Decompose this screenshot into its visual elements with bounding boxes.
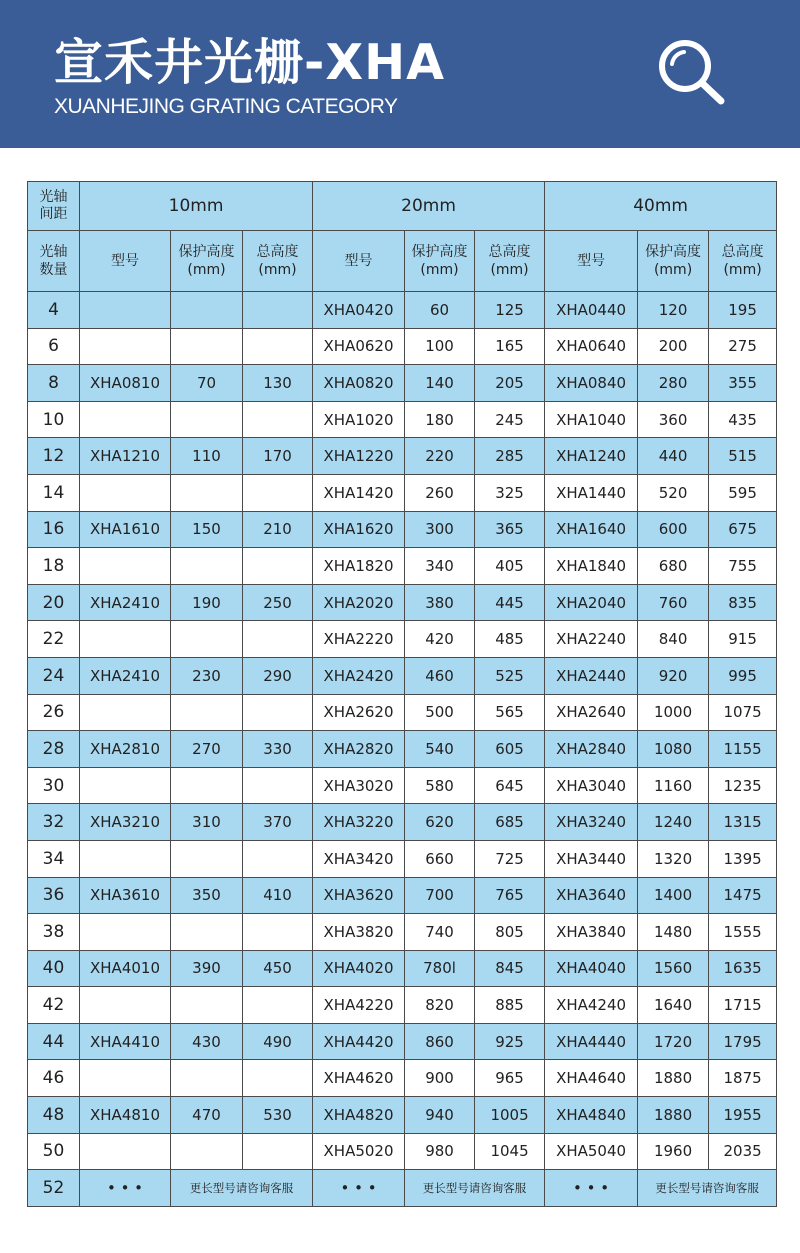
cell-total-10 bbox=[243, 292, 313, 329]
page-subtitle: XUANHEJING GRATING CATEGORY bbox=[54, 95, 398, 118]
cell-model-40: XHA4240 bbox=[545, 987, 638, 1024]
cell-model-20: XHA0420 bbox=[313, 292, 405, 329]
cell-count: 24 bbox=[28, 657, 80, 694]
cell-total-40: 1475 bbox=[709, 877, 777, 914]
cell-protect-20: 100 bbox=[405, 328, 475, 365]
cell-model-10: XHA2810 bbox=[80, 731, 171, 768]
cell-model-10 bbox=[80, 694, 171, 731]
cell-model-20: XHA3820 bbox=[313, 914, 405, 951]
table-row-last bbox=[28, 1170, 777, 1207]
cell-total-40: 515 bbox=[709, 438, 777, 475]
cell-total-10 bbox=[243, 621, 313, 658]
cell-protect-20: 740 bbox=[405, 914, 475, 951]
cell-model-40: XHA3240 bbox=[545, 804, 638, 841]
cell-model-20: XHA1220 bbox=[313, 438, 405, 475]
cell-model-40: XHA1440 bbox=[545, 474, 638, 511]
cell-protect-40: 1640 bbox=[638, 987, 709, 1024]
col-protect-10: 保护高度 (mm) bbox=[171, 231, 243, 292]
cell-count: 10 bbox=[28, 401, 80, 438]
cell-model-40: XHA4440 bbox=[545, 1023, 638, 1060]
cell-model-10 bbox=[80, 328, 171, 365]
cell-total-10 bbox=[243, 401, 313, 438]
cell-protect-10 bbox=[171, 292, 243, 329]
table-row bbox=[28, 804, 777, 841]
table-row bbox=[28, 1133, 777, 1170]
cell-total-40: 595 bbox=[709, 474, 777, 511]
cell-protect-10 bbox=[171, 987, 243, 1024]
cell-model-10: XHA3210 bbox=[80, 804, 171, 841]
cell-model-10 bbox=[80, 1060, 171, 1097]
cell-total-10 bbox=[243, 1060, 313, 1097]
cell-total-40: 1315 bbox=[709, 804, 777, 841]
cell-total-20: 925 bbox=[475, 1023, 545, 1060]
cell-total-40: 755 bbox=[709, 548, 777, 585]
cell-model-10: XHA4410 bbox=[80, 1023, 171, 1060]
cell-total-40: 275 bbox=[709, 328, 777, 365]
cell-total-40: 1795 bbox=[709, 1023, 777, 1060]
cell-total-10 bbox=[243, 694, 313, 731]
cell-model-40: XHA2040 bbox=[545, 584, 638, 621]
cell-model-10 bbox=[80, 840, 171, 877]
cell-total-40: 1555 bbox=[709, 914, 777, 951]
cell-model-20: XHA3620 bbox=[313, 877, 405, 914]
cell-protect-40: 520 bbox=[638, 474, 709, 511]
cell-model-10: XHA4010 bbox=[80, 950, 171, 987]
cell-count: 50 bbox=[28, 1133, 80, 1170]
table-row bbox=[28, 621, 777, 658]
cell-protect-20: 260 bbox=[405, 474, 475, 511]
cell-total-40: 1875 bbox=[709, 1060, 777, 1097]
table-row bbox=[28, 840, 777, 877]
cell-protect-10: 230 bbox=[171, 657, 243, 694]
cell-protect-20: 620 bbox=[405, 804, 475, 841]
cell-total-40: 1395 bbox=[709, 840, 777, 877]
cell-total-40: 195 bbox=[709, 292, 777, 329]
cell-protect-40: 1880 bbox=[638, 1060, 709, 1097]
cell-protect-10 bbox=[171, 840, 243, 877]
table-row bbox=[28, 914, 777, 951]
cell-model-10 bbox=[80, 401, 171, 438]
col-model-40: 型号 bbox=[545, 231, 638, 292]
cell-count: 12 bbox=[28, 438, 80, 475]
cell-protect-20: 700 bbox=[405, 877, 475, 914]
cell-protect-20: 340 bbox=[405, 548, 475, 585]
cell-model-10: XHA3610 bbox=[80, 877, 171, 914]
cell-count: 20 bbox=[28, 584, 80, 621]
cell-protect-40: 1880 bbox=[638, 1097, 709, 1134]
cell-protect-10: 110 bbox=[171, 438, 243, 475]
spec-table bbox=[27, 181, 777, 1207]
cell-model-40: XHA3440 bbox=[545, 840, 638, 877]
cell-protect-40: 1160 bbox=[638, 767, 709, 804]
cell-protect-10 bbox=[171, 694, 243, 731]
cell-protect-10 bbox=[171, 767, 243, 804]
cell-total-10 bbox=[243, 840, 313, 877]
header-row-columns bbox=[28, 231, 777, 292]
cell-model-40: XHA3040 bbox=[545, 767, 638, 804]
cell-protect-10: 70 bbox=[171, 365, 243, 402]
cell-protect-40: 600 bbox=[638, 511, 709, 548]
cell-total-20: 885 bbox=[475, 987, 545, 1024]
cell-model-20: XHA1820 bbox=[313, 548, 405, 585]
corner-spacing-label: 光轴 间距 bbox=[28, 182, 80, 231]
cell-count: 4 bbox=[28, 292, 80, 329]
cell-total-20: 245 bbox=[475, 401, 545, 438]
cell-protect-40: 1000 bbox=[638, 694, 709, 731]
cell-total-40: 435 bbox=[709, 401, 777, 438]
cell-total-40: 1235 bbox=[709, 767, 777, 804]
cell-total-20: 605 bbox=[475, 731, 545, 768]
cell-model-10 bbox=[80, 548, 171, 585]
cell-total-40: 1075 bbox=[709, 694, 777, 731]
col-total-20: 总高度 (mm) bbox=[475, 231, 545, 292]
group-10mm: 10mm bbox=[80, 182, 313, 231]
cell-total-40: 995 bbox=[709, 657, 777, 694]
cell-total-10 bbox=[243, 548, 313, 585]
cell-model-10: XHA1210 bbox=[80, 438, 171, 475]
cell-count: 46 bbox=[28, 1060, 80, 1097]
cell-protect-20: 980 bbox=[405, 1133, 475, 1170]
cell-model-40: XHA0640 bbox=[545, 328, 638, 365]
cell-note-10: 更长型号请咨询客服 bbox=[171, 1170, 313, 1207]
cell-total-20: 325 bbox=[475, 474, 545, 511]
cell-total-10 bbox=[243, 328, 313, 365]
table-row bbox=[28, 731, 777, 768]
cell-model-10: XHA4810 bbox=[80, 1097, 171, 1134]
cell-protect-10: 270 bbox=[171, 731, 243, 768]
cell-protect-40: 360 bbox=[638, 401, 709, 438]
cell-protect-10: 350 bbox=[171, 877, 243, 914]
cell-protect-10: 190 bbox=[171, 584, 243, 621]
cell-protect-10 bbox=[171, 1060, 243, 1097]
cell-protect-20: 60 bbox=[405, 292, 475, 329]
cell-model-10 bbox=[80, 621, 171, 658]
header-banner bbox=[0, 0, 800, 148]
cell-model-40: XHA1640 bbox=[545, 511, 638, 548]
cell-model-20: XHA2420 bbox=[313, 657, 405, 694]
search-icon[interactable] bbox=[655, 37, 727, 107]
cell-ellipsis-20: • • • bbox=[313, 1170, 405, 1207]
cell-count: 48 bbox=[28, 1097, 80, 1134]
cell-protect-40: 680 bbox=[638, 548, 709, 585]
cell-model-20: XHA2220 bbox=[313, 621, 405, 658]
cell-model-20: XHA2020 bbox=[313, 584, 405, 621]
cell-total-40: 675 bbox=[709, 511, 777, 548]
cell-model-20: XHA2820 bbox=[313, 731, 405, 768]
table-row bbox=[28, 328, 777, 365]
cell-model-20: XHA3220 bbox=[313, 804, 405, 841]
table-row bbox=[28, 548, 777, 585]
cell-protect-40: 920 bbox=[638, 657, 709, 694]
cell-protect-10 bbox=[171, 621, 243, 658]
cell-model-20: XHA0620 bbox=[313, 328, 405, 365]
cell-total-10: 250 bbox=[243, 584, 313, 621]
cell-model-40: XHA4040 bbox=[545, 950, 638, 987]
cell-model-10 bbox=[80, 474, 171, 511]
cell-count: 32 bbox=[28, 804, 80, 841]
group-40mm: 40mm bbox=[545, 182, 777, 231]
cell-total-40: 1155 bbox=[709, 731, 777, 768]
cell-count: 34 bbox=[28, 840, 80, 877]
cell-protect-20: 580 bbox=[405, 767, 475, 804]
cell-count: 8 bbox=[28, 365, 80, 402]
cell-ellipsis-10: • • • bbox=[80, 1170, 171, 1207]
cell-protect-40: 760 bbox=[638, 584, 709, 621]
cell-protect-20: 180 bbox=[405, 401, 475, 438]
cell-protect-10 bbox=[171, 474, 243, 511]
cell-model-40: XHA1840 bbox=[545, 548, 638, 585]
cell-protect-20: 820 bbox=[405, 987, 475, 1024]
cell-total-20: 1005 bbox=[475, 1097, 545, 1134]
table-row bbox=[28, 877, 777, 914]
cell-protect-40: 200 bbox=[638, 328, 709, 365]
cell-total-20: 485 bbox=[475, 621, 545, 658]
table-row bbox=[28, 1023, 777, 1060]
cell-note-20: 更长型号请咨询客服 bbox=[405, 1170, 545, 1207]
cell-model-20: XHA3020 bbox=[313, 767, 405, 804]
table-row bbox=[28, 767, 777, 804]
cell-total-20: 685 bbox=[475, 804, 545, 841]
cell-total-10 bbox=[243, 914, 313, 951]
cell-model-20: XHA4420 bbox=[313, 1023, 405, 1060]
cell-protect-10: 150 bbox=[171, 511, 243, 548]
cell-model-10: XHA2410 bbox=[80, 584, 171, 621]
cell-total-20: 405 bbox=[475, 548, 545, 585]
cell-total-20: 645 bbox=[475, 767, 545, 804]
cell-model-40: XHA5040 bbox=[545, 1133, 638, 1170]
cell-protect-40: 280 bbox=[638, 365, 709, 402]
cell-model-40: XHA3840 bbox=[545, 914, 638, 951]
cell-total-40: 835 bbox=[709, 584, 777, 621]
cell-protect-20: 220 bbox=[405, 438, 475, 475]
cell-model-40: XHA2440 bbox=[545, 657, 638, 694]
cell-protect-40: 120 bbox=[638, 292, 709, 329]
cell-total-20: 285 bbox=[475, 438, 545, 475]
cell-model-20: XHA4820 bbox=[313, 1097, 405, 1134]
cell-total-10: 490 bbox=[243, 1023, 313, 1060]
cell-total-10: 530 bbox=[243, 1097, 313, 1134]
cell-total-20: 725 bbox=[475, 840, 545, 877]
cell-total-10: 370 bbox=[243, 804, 313, 841]
cell-model-10: XHA1610 bbox=[80, 511, 171, 548]
cell-protect-10: 470 bbox=[171, 1097, 243, 1134]
table-row bbox=[28, 365, 777, 402]
cell-total-20: 205 bbox=[475, 365, 545, 402]
cell-protect-40: 1320 bbox=[638, 840, 709, 877]
cell-total-10: 210 bbox=[243, 511, 313, 548]
table-row bbox=[28, 292, 777, 329]
cell-model-10: XHA0810 bbox=[80, 365, 171, 402]
cell-total-10 bbox=[243, 987, 313, 1024]
cell-total-20: 565 bbox=[475, 694, 545, 731]
cell-model-40: XHA2840 bbox=[545, 731, 638, 768]
cell-protect-10 bbox=[171, 914, 243, 951]
table-row bbox=[28, 438, 777, 475]
cell-total-10 bbox=[243, 767, 313, 804]
cell-total-20: 125 bbox=[475, 292, 545, 329]
cell-total-40: 915 bbox=[709, 621, 777, 658]
cell-total-20: 965 bbox=[475, 1060, 545, 1097]
cell-count: 28 bbox=[28, 731, 80, 768]
cell-total-20: 445 bbox=[475, 584, 545, 621]
cell-protect-20: 860 bbox=[405, 1023, 475, 1060]
group-20mm: 20mm bbox=[313, 182, 545, 231]
cell-model-10 bbox=[80, 987, 171, 1024]
cell-protect-20: 940 bbox=[405, 1097, 475, 1134]
cell-count: 14 bbox=[28, 474, 80, 511]
cell-model-40: XHA3640 bbox=[545, 877, 638, 914]
cell-total-20: 765 bbox=[475, 877, 545, 914]
cell-model-10 bbox=[80, 767, 171, 804]
col-protect-20: 保护高度 (mm) bbox=[405, 231, 475, 292]
cell-protect-10 bbox=[171, 548, 243, 585]
cell-total-20: 365 bbox=[475, 511, 545, 548]
cell-count: 38 bbox=[28, 914, 80, 951]
cell-model-40: XHA4840 bbox=[545, 1097, 638, 1134]
cell-total-40: 1955 bbox=[709, 1097, 777, 1134]
cell-protect-10: 310 bbox=[171, 804, 243, 841]
cell-count: 44 bbox=[28, 1023, 80, 1060]
cell-model-20: XHA1420 bbox=[313, 474, 405, 511]
cell-total-40: 1635 bbox=[709, 950, 777, 987]
cell-total-20: 805 bbox=[475, 914, 545, 951]
cell-protect-20: 300 bbox=[405, 511, 475, 548]
cell-model-20: XHA4220 bbox=[313, 987, 405, 1024]
cell-protect-20: 780l bbox=[405, 950, 475, 987]
cell-total-20: 165 bbox=[475, 328, 545, 365]
cell-model-40: XHA1240 bbox=[545, 438, 638, 475]
cell-model-40: XHA2240 bbox=[545, 621, 638, 658]
table-row bbox=[28, 1060, 777, 1097]
cell-protect-40: 1560 bbox=[638, 950, 709, 987]
table-row bbox=[28, 950, 777, 987]
table-row bbox=[28, 474, 777, 511]
cell-protect-40: 440 bbox=[638, 438, 709, 475]
col-total-10: 总高度 (mm) bbox=[243, 231, 313, 292]
cell-model-10 bbox=[80, 292, 171, 329]
table-row bbox=[28, 401, 777, 438]
cell-protect-40: 1960 bbox=[638, 1133, 709, 1170]
cell-count: 22 bbox=[28, 621, 80, 658]
cell-model-20: XHA4620 bbox=[313, 1060, 405, 1097]
cell-total-10: 330 bbox=[243, 731, 313, 768]
cell-protect-10 bbox=[171, 401, 243, 438]
cell-model-20: XHA1620 bbox=[313, 511, 405, 548]
cell-ellipsis-40: • • • bbox=[545, 1170, 638, 1207]
cell-count: 6 bbox=[28, 328, 80, 365]
col-total-40: 总高度 (mm) bbox=[709, 231, 777, 292]
cell-note-40: 更长型号请咨询客服 bbox=[638, 1170, 777, 1207]
cell-count: 16 bbox=[28, 511, 80, 548]
cell-protect-40: 1480 bbox=[638, 914, 709, 951]
cell-protect-40: 1080 bbox=[638, 731, 709, 768]
cell-total-10: 450 bbox=[243, 950, 313, 987]
cell-total-20: 525 bbox=[475, 657, 545, 694]
cell-model-10: XHA2410 bbox=[80, 657, 171, 694]
cell-total-40: 2035 bbox=[709, 1133, 777, 1170]
cell-protect-10: 390 bbox=[171, 950, 243, 987]
table-row bbox=[28, 584, 777, 621]
cell-total-40: 355 bbox=[709, 365, 777, 402]
cell-protect-10: 430 bbox=[171, 1023, 243, 1060]
cell-total-10 bbox=[243, 1133, 313, 1170]
cell-model-40: XHA4640 bbox=[545, 1060, 638, 1097]
table-row bbox=[28, 511, 777, 548]
cell-count: 36 bbox=[28, 877, 80, 914]
cell-total-10 bbox=[243, 474, 313, 511]
table-row bbox=[28, 694, 777, 731]
cell-protect-20: 140 bbox=[405, 365, 475, 402]
cell-total-10: 170 bbox=[243, 438, 313, 475]
page-title: 宣禾井光栅-XHA bbox=[54, 34, 446, 91]
cell-protect-40: 1400 bbox=[638, 877, 709, 914]
corner-count-label: 光轴 数量 bbox=[28, 231, 80, 292]
cell-model-20: XHA4020 bbox=[313, 950, 405, 987]
cell-protect-10 bbox=[171, 328, 243, 365]
table-row bbox=[28, 1097, 777, 1134]
cell-model-40: XHA2640 bbox=[545, 694, 638, 731]
cell-model-20: XHA0820 bbox=[313, 365, 405, 402]
cell-protect-20: 500 bbox=[405, 694, 475, 731]
cell-protect-20: 900 bbox=[405, 1060, 475, 1097]
cell-count: 42 bbox=[28, 987, 80, 1024]
cell-model-20: XHA1020 bbox=[313, 401, 405, 438]
cell-count: 40 bbox=[28, 950, 80, 987]
cell-total-20: 845 bbox=[475, 950, 545, 987]
cell-count: 52 bbox=[28, 1170, 80, 1207]
cell-protect-20: 380 bbox=[405, 584, 475, 621]
cell-count: 30 bbox=[28, 767, 80, 804]
cell-count: 26 bbox=[28, 694, 80, 731]
cell-model-40: XHA1040 bbox=[545, 401, 638, 438]
col-model-10: 型号 bbox=[80, 231, 171, 292]
cell-model-40: XHA0840 bbox=[545, 365, 638, 402]
cell-protect-20: 540 bbox=[405, 731, 475, 768]
cell-protect-40: 1720 bbox=[638, 1023, 709, 1060]
cell-protect-10 bbox=[171, 1133, 243, 1170]
col-protect-40: 保护高度 (mm) bbox=[638, 231, 709, 292]
cell-total-10: 410 bbox=[243, 877, 313, 914]
cell-model-20: XHA5020 bbox=[313, 1133, 405, 1170]
cell-model-20: XHA3420 bbox=[313, 840, 405, 877]
cell-protect-20: 460 bbox=[405, 657, 475, 694]
cell-total-20: 1045 bbox=[475, 1133, 545, 1170]
cell-protect-40: 1240 bbox=[638, 804, 709, 841]
cell-model-40: XHA0440 bbox=[545, 292, 638, 329]
cell-total-10: 290 bbox=[243, 657, 313, 694]
cell-total-40: 1715 bbox=[709, 987, 777, 1024]
table-row bbox=[28, 987, 777, 1024]
cell-model-20: XHA2620 bbox=[313, 694, 405, 731]
header-row-spacing bbox=[28, 182, 777, 231]
cell-protect-40: 840 bbox=[638, 621, 709, 658]
cell-protect-20: 420 bbox=[405, 621, 475, 658]
table-row bbox=[28, 657, 777, 694]
cell-model-10 bbox=[80, 1133, 171, 1170]
cell-total-10: 130 bbox=[243, 365, 313, 402]
cell-protect-20: 660 bbox=[405, 840, 475, 877]
cell-model-10 bbox=[80, 914, 171, 951]
cell-count: 18 bbox=[28, 548, 80, 585]
col-model-20: 型号 bbox=[313, 231, 405, 292]
